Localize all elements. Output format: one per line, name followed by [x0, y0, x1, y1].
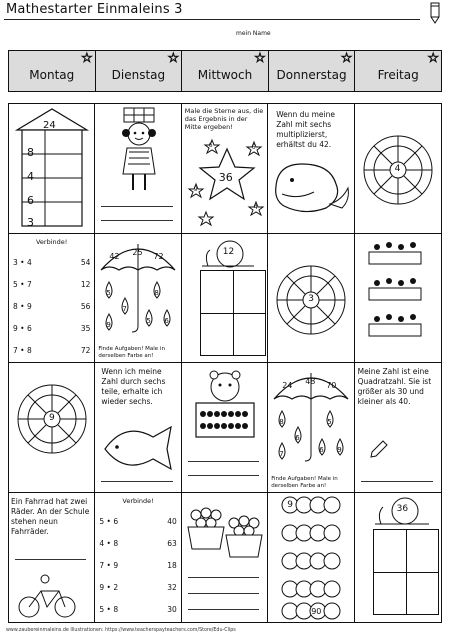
umbrella-task-2	[268, 363, 354, 493]
umbrella-number: 25	[132, 247, 143, 257]
connect-term[interactable]: 5 • 6	[99, 516, 119, 526]
fish-task	[95, 363, 181, 493]
connect-result[interactable]: 56	[80, 301, 91, 311]
exercise-grid	[8, 103, 442, 623]
girl-illustration	[95, 104, 181, 232]
answer-line[interactable]	[101, 481, 172, 482]
connect-result[interactable]: 63	[167, 538, 177, 548]
drop-number[interactable]: 6	[164, 316, 169, 325]
house-task	[9, 104, 95, 234]
umbrella-number: 48	[305, 377, 316, 386]
stars-instruction: Male die Sterne aus, die das Ergebnis in der Mitte ergeben!	[184, 107, 264, 132]
whale-task	[268, 104, 354, 234]
connect-result[interactable]: 54	[80, 257, 91, 267]
wheel-task-2	[268, 234, 354, 364]
drop-number[interactable]: 5	[327, 418, 332, 426]
star-center-number: 36	[218, 171, 233, 184]
wheel-center-number: 9	[49, 413, 55, 423]
house-number: 4	[27, 170, 34, 183]
snail-number: 12	[222, 246, 235, 257]
connect-term[interactable]: 7 • 8	[13, 345, 32, 355]
connect-term[interactable]: 4 • 8	[99, 538, 119, 548]
caterpillar-illustration	[268, 493, 354, 621]
answer-grid[interactable]	[200, 270, 266, 356]
day-friday: Freitag ☆	[377, 51, 439, 82]
worksheet-title: Mathestarter Einmaleins 3	[6, 2, 183, 17]
footer-credits: www.zaubereinmaleins.de Illustrationen: https://www.teacherspayteachers.com/Store/Edu-Clips	[6, 628, 236, 633]
hamster-abacus-illustration	[182, 363, 268, 491]
connect-term[interactable]: 7 • 9	[99, 560, 119, 570]
connect-result[interactable]: 72	[80, 345, 91, 355]
caterpillar-start-number: 9	[287, 499, 293, 510]
star-icon: ☆	[167, 51, 180, 66]
eggs-task	[182, 493, 268, 623]
star-icon: ☆	[427, 51, 439, 66]
caterpillar-task	[268, 493, 354, 623]
connect-result[interactable]: 32	[167, 582, 177, 592]
square-number-task	[355, 363, 441, 493]
snail-number: 36	[396, 503, 409, 514]
day-thursday: Donnerstag ☆	[269, 51, 356, 91]
pencil-icon	[428, 2, 442, 24]
connect-result[interactable]: 35	[80, 323, 91, 333]
day-monday: Montag ☆	[9, 51, 96, 91]
snail-task-1	[182, 234, 268, 364]
connect-term[interactable]: 9 • 6	[13, 323, 32, 333]
weekday-header	[8, 50, 442, 92]
stars-task	[182, 104, 268, 234]
answer-line[interactable]	[101, 220, 172, 221]
house-top-number: 24	[43, 120, 56, 131]
answer-line[interactable]	[188, 609, 259, 610]
connect-term[interactable]: 9 • 2	[99, 582, 119, 592]
connect-result[interactable]: 18	[167, 560, 177, 570]
connect-result[interactable]: 30	[167, 604, 177, 614]
connect-header: Verbinde!	[35, 237, 68, 246]
answer-line[interactable]	[188, 593, 259, 594]
drop-number[interactable]: 9	[106, 320, 111, 329]
umbrella-number: 24	[282, 381, 293, 390]
girl-task	[95, 104, 181, 234]
bike-text: Ein Fahrrad hat zwei Räder. An der Schule stehen neun Fahrräder.	[11, 496, 90, 536]
answer-line[interactable]	[101, 206, 172, 207]
egg-baskets-illustration	[182, 493, 268, 621]
answer-line[interactable]	[188, 461, 259, 462]
snail-task-2	[355, 493, 441, 623]
flowerbox-task	[355, 234, 441, 364]
connect-task-1	[9, 234, 95, 364]
umbrella-number: 42	[109, 251, 120, 261]
connect-term[interactable]: 5 • 7	[13, 279, 32, 289]
umbrella-task-1	[95, 234, 181, 364]
drop-number[interactable]: 7	[279, 450, 284, 458]
day-wednesday: Mittwoch ☆	[182, 51, 269, 91]
drop-number[interactable]: 5	[106, 288, 111, 297]
star-icon: ☆	[340, 51, 353, 66]
connect-term[interactable]: 8 • 9	[13, 301, 32, 311]
drop-number[interactable]: 7	[122, 304, 127, 313]
hamster-task	[182, 363, 268, 493]
connect-result[interactable]: 40	[167, 516, 177, 526]
star-number: 9	[193, 186, 198, 193]
house-number: 8	[27, 146, 34, 159]
answer-grid[interactable]	[373, 529, 439, 615]
wheel-task-3	[9, 363, 95, 493]
connect-term[interactable]: 3 • 4	[13, 257, 32, 267]
caterpillar-end-number: 90	[311, 606, 322, 616]
star-number: 6	[251, 144, 256, 151]
drop-number[interactable]: 5	[146, 316, 151, 325]
umbrella-caption: Finde Aufgaben! Male in derselben Farbe an!	[98, 346, 165, 360]
drop-number[interactable]: 6	[295, 434, 300, 442]
pencil-icon	[369, 439, 389, 459]
umbrella-number: 70	[326, 381, 337, 390]
umbrella-caption: Finde Aufgaben! Male in derselben Farbe an!	[271, 475, 338, 489]
drop-number[interactable]: 8	[279, 418, 284, 426]
bicycle-illustration	[9, 571, 95, 621]
drop-number[interactable]: 9	[337, 446, 342, 454]
connect-term[interactable]: 5 • 8	[99, 604, 119, 614]
whale-riddle: Wenn du meine Zahl mit sechs multiplizierst, erhältst du 42.	[276, 110, 335, 150]
whale-illustration	[268, 104, 354, 232]
fish-illustration	[95, 363, 181, 491]
day-tuesday: Dienstag ☆	[96, 51, 183, 91]
answer-line[interactable]	[15, 559, 86, 560]
house-number: 3	[27, 216, 34, 229]
drop-number[interactable]: 6	[319, 446, 324, 454]
umbrella-number: 72	[153, 251, 164, 261]
star-number: 6	[208, 142, 213, 149]
bike-task	[9, 493, 95, 623]
answer-line[interactable]	[361, 481, 433, 482]
name-label: mein Name	[236, 30, 271, 37]
square-riddle: Meine Zahl ist eine Quadratzahl. Sie ist größer als 30 und kleiner als 40.	[357, 367, 432, 407]
connect-result[interactable]: 12	[80, 279, 91, 289]
wheel-center-number: 4	[394, 164, 401, 174]
drop-number[interactable]: 8	[154, 288, 159, 297]
star-icon: ☆	[80, 51, 93, 66]
fish-riddle: Wenn ich meine Zahl durch sechs teile, erhalte ich wieder sechs.	[101, 367, 166, 407]
connect-task-2	[95, 493, 181, 623]
title-underline	[4, 19, 420, 20]
connect-header: Verbinde!	[122, 496, 154, 505]
star-icon: ☆	[254, 51, 266, 66]
wheel-task-1	[355, 104, 441, 234]
flower-boxes-illustration	[355, 234, 441, 362]
answer-line[interactable]	[188, 577, 259, 578]
house-number: 6	[27, 194, 34, 207]
wheel-center-number: 3	[308, 293, 314, 304]
star-number: 4	[253, 204, 258, 211]
answer-line[interactable]	[188, 475, 259, 476]
